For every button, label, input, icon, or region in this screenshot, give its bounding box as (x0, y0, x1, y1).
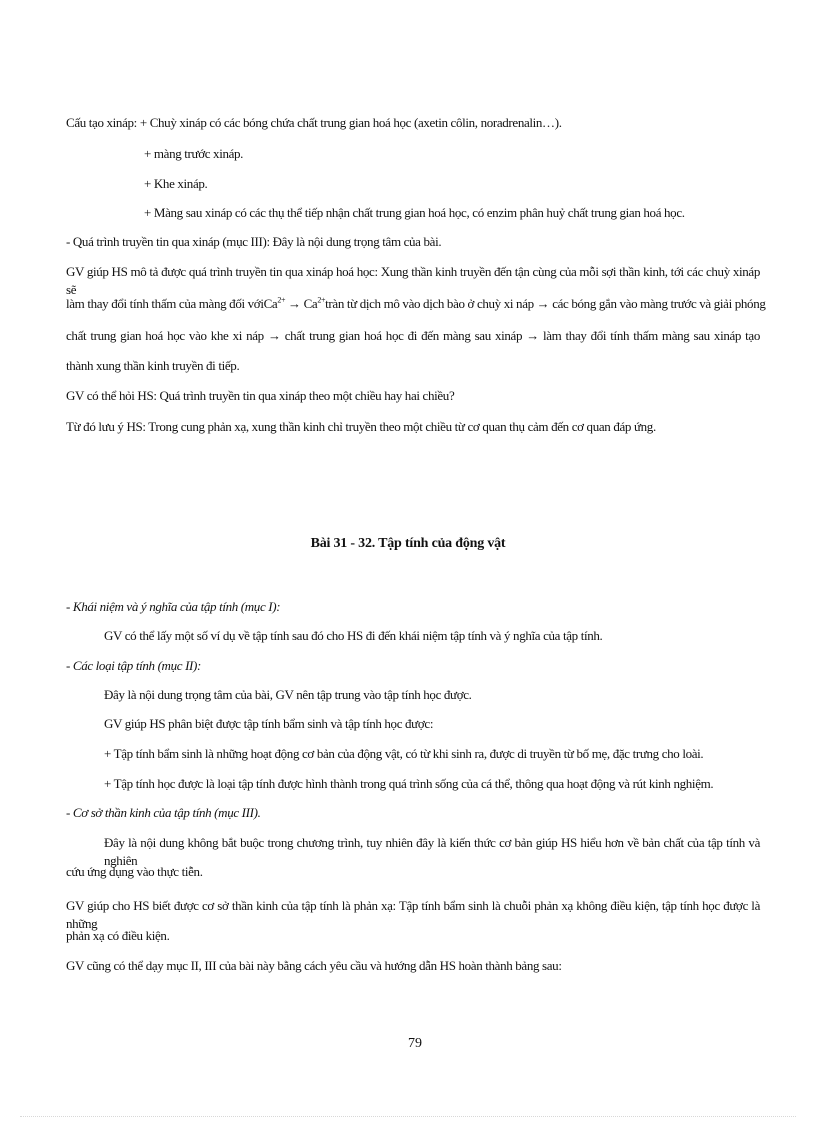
text-line: Từ đó lưu ý HS: Trong cung phản xạ, xung thần kinh chỉ truyền theo một chiều từ cơ quan thụ cảm đến cơ quan đáp ứng. (66, 419, 656, 434)
text-line: Cấu tạo xináp: + Chuỳ xináp có các bóng chứa chất trung gian hoá học (axetin côlin, noradrenalin…). (66, 115, 562, 130)
text-line: cứu ứng dụng vào thực tiễn. (66, 864, 203, 879)
page-edge-divider (20, 1116, 796, 1117)
text-line: + Màng sau xináp có các thụ thể tiếp nhận chất trung gian hoá học, có enzim phân huỷ chất trung gian hoá học. (144, 205, 685, 220)
page-number: 79 (408, 1036, 422, 1051)
subheading: - Khái niệm và ý nghĩa của tập tính (mục I): (66, 599, 281, 614)
text-line: GV có thể hỏi HS: Quá trình truyền tin qua xináp theo một chiều hay hai chiều? (66, 388, 455, 403)
subheading: - Cơ sở thần kinh của tập tính (mục III). (66, 805, 261, 820)
text-line-equation: làm thay đổi tính thấm của màng đối với $Ca^{2+} \to Ca^{2+}$ tràn từ dịch mô vào dịch bào ở chuỳ xi náp → các bóng gắn vào màng trước và giải phóng (66, 295, 766, 311)
text-line: GV giúp cho HS biết được cơ sở thần kinh của tập tính là phản xạ: Tập tính bẩm sinh là chuỗi phản xạ không điều kiện, tập tính học được là những (66, 898, 760, 931)
text-line: + Khe xináp. (144, 176, 208, 191)
text-line: GV cũng có thể dạy mục II, III của bài này bằng cách yêu cầu và hướng dẫn HS hoàn thành bảng sau: (66, 958, 562, 973)
text-line: phản xạ có điều kiện. (66, 928, 170, 943)
text-line: + Tập tính bẩm sinh là những hoạt động cơ bản của động vật, có từ khi sinh ra, được di truyền từ bố mẹ, đặc trưng cho loài. (104, 746, 704, 761)
text-line: chất trung gian hoá học vào khe xi náp → chất trung gian hoá học đi đến màng sau xináp → làm thay đổi tính thấm màng sau xináp tạo (66, 328, 760, 343)
text-line: thành xung thần kinh truyền đi tiếp. (66, 358, 240, 373)
subheading: - Các loại tập tính (mục II): (66, 658, 201, 673)
text-line: + Tập tính học được là loại tập tính được hình thành trong quá trình sống của cá thể, thông qua hoạt động và rút kinh nghiệm. (104, 776, 714, 791)
text-line: - Quá trình truyền tin qua xináp (mục III): Đây là nội dung trọng tâm của bài. (66, 234, 442, 249)
section-title: Bài 31 - 32. Tập tính của động vật (310, 536, 506, 551)
text-line: Đây là nội dung không bắt buộc trong chương trình, tuy nhiên đây là kiến thức cơ bản giúp HS hiểu hơn về bản chất của tập tính và nghiên (104, 835, 760, 868)
text-line: GV giúp HS phân biệt được tập tính bẩm sinh và tập tính học được: (104, 716, 434, 731)
text-line: GV giúp HS mô tả được quá trình truyền tin qua xináp hoá học: Xung thần kinh truyền đến tận cùng của mỗi sợi thần kinh, tới các chuỳ xináp sẽ (66, 264, 760, 297)
text-line: GV có thể lấy một số ví dụ về tập tính sau đó cho HS đi đến khái niệm tập tính và ý nghĩa của tập tính. (104, 628, 603, 643)
text-line: Đây là nội dung trọng tâm của bài, GV nên tập trung vào tập tính học được. (104, 687, 472, 702)
text-line: + màng trước xináp. (144, 146, 244, 161)
